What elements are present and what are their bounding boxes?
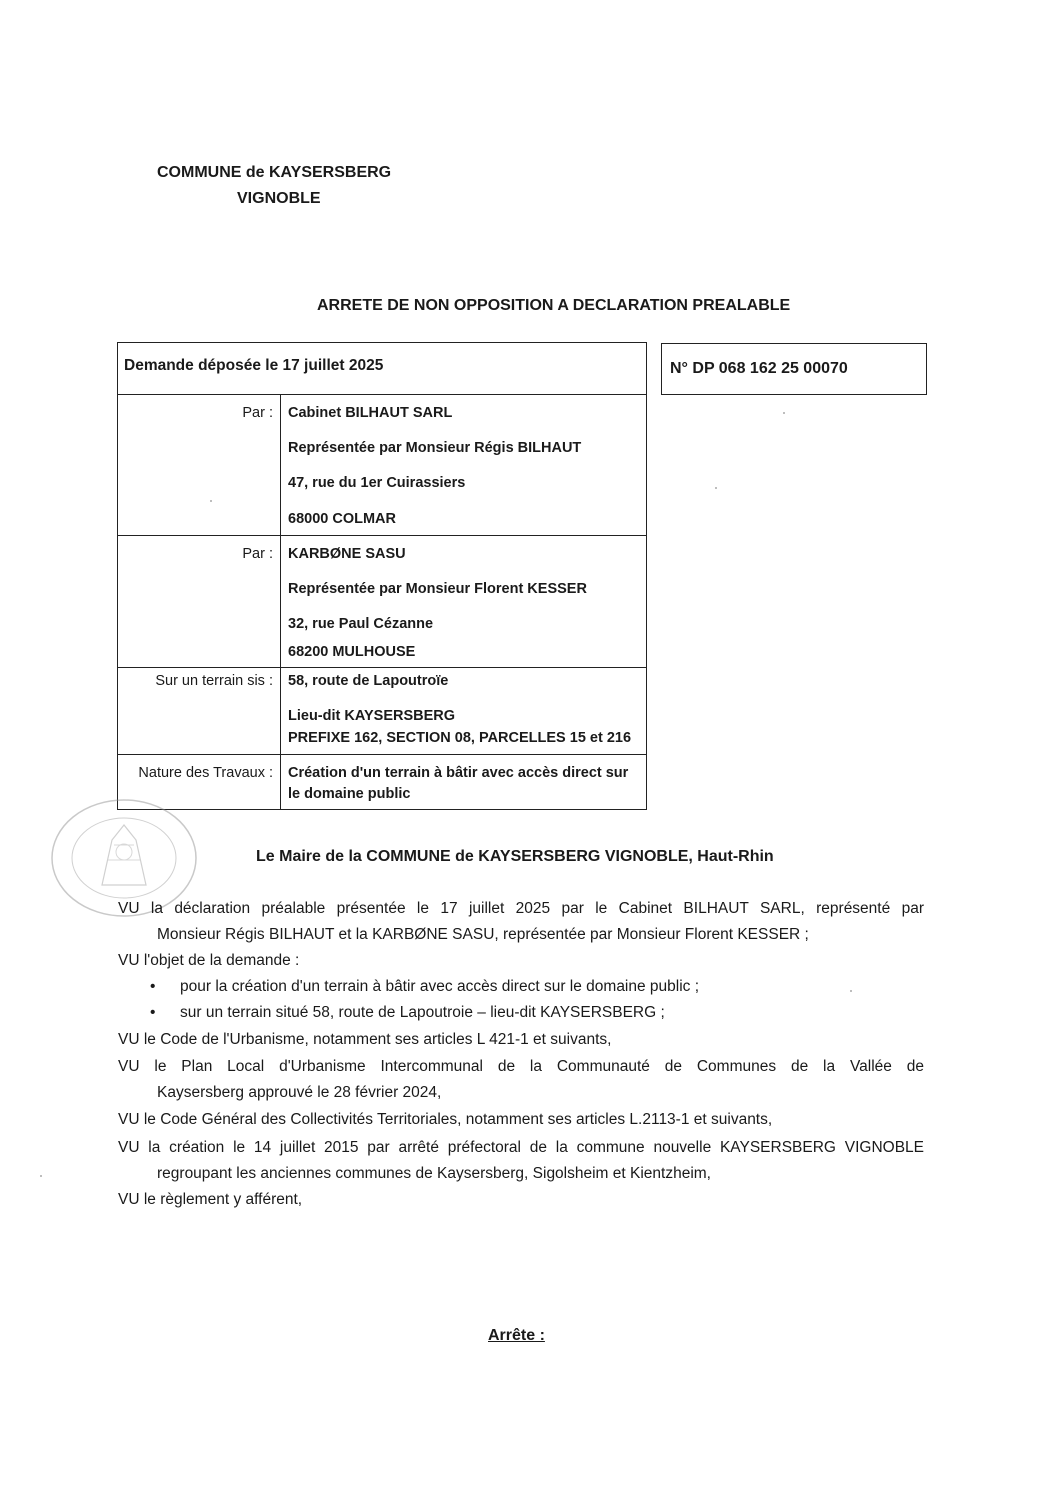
vu-creation-cont: regroupant les anciennes communes de Kaysersberg, Sigolsheim et Kientzheim, xyxy=(157,1165,711,1182)
vu-reglement: VU le règlement y afférent, xyxy=(118,1191,303,1208)
applicant2-city: 68200 MULHOUSE xyxy=(288,644,416,660)
nature-line2: le domaine public xyxy=(288,786,411,802)
request-table xyxy=(117,342,647,810)
bullet-text: pour la création d'un terrain à bâtir avec accès direct sur le domaine public ; xyxy=(180,978,700,995)
request-date: Demande déposée le 17 juillet 2025 xyxy=(118,343,646,395)
terrain-address: 58, route de Lapoutroïe xyxy=(288,673,449,689)
nature-line1: Création d'un terrain à bâtir avec accès direct sur xyxy=(288,765,629,781)
table-row-divider xyxy=(118,754,646,755)
bullet-text: sur un terrain situé 58, route de Lapoutroie – lieu-dit KAYSERSBERG ; xyxy=(180,1004,665,1021)
terrain-label: Sur un terrain sis : xyxy=(155,673,273,689)
document-title: ARRETE DE NON OPPOSITION A DECLARATION PREALABLE xyxy=(317,297,791,314)
vu-code-urbanisme: VU le Code de l'Urbanisme, notamment ses articles L 421-1 et suivants, xyxy=(118,1031,612,1048)
applicant1-street: 47, rue du 1er Cuirassiers xyxy=(288,475,466,491)
list-item xyxy=(150,1004,665,1022)
scan-speck xyxy=(783,412,785,414)
applicant2-street: 32, rue Paul Cézanne xyxy=(288,616,434,632)
table-row-divider xyxy=(118,535,646,536)
vu-plu-cont: Kaysersberg approuvé le 28 février 2024, xyxy=(157,1084,442,1101)
vu-declaration: VU la déclaration préalable présentée le 17 juillet 2025 par le Cabinet BILHAUT SARL, représenté par xyxy=(118,900,924,917)
vu-declaration-cont: Monsieur Régis BILHAUT et la KARBØNE SASU, représentée par Monsieur Florent KESSER ; xyxy=(157,926,809,943)
arrete-heading: Arrête : xyxy=(488,1327,545,1344)
commune-name-line2: VIGNOBLE xyxy=(237,190,321,207)
terrain-parcels: PREFIXE 162, SECTION 08, PARCELLES 15 et 216 xyxy=(288,730,632,746)
scan-speck xyxy=(40,1175,42,1177)
terrain-lieu-dit: Lieu-dit KAYSERSBERG xyxy=(288,708,456,724)
applicant1-representative: Représentée par Monsieur Régis BILHAUT xyxy=(288,440,582,456)
nature-label: Nature des Travaux : xyxy=(138,765,273,781)
table-column-divider xyxy=(280,395,281,809)
applicant1-name: Cabinet BILHAUT SARL xyxy=(288,405,453,421)
list-item xyxy=(150,978,699,996)
commune-name-line1: COMMUNE de KAYSERSBERG xyxy=(157,164,392,181)
scan-speck xyxy=(715,487,717,489)
commune-header xyxy=(157,160,391,212)
scan-speck xyxy=(210,500,212,502)
vu-creation: VU la création le 14 juillet 2015 par arrêté préfectoral de la commune nouvelle KAYSERSBERG VIGNOBLE xyxy=(118,1139,924,1156)
applicant1-city: 68000 COLMAR xyxy=(288,511,396,527)
applicant2-name: KARBØNE SASU xyxy=(288,546,406,562)
bullet-icon: • xyxy=(150,1004,156,1021)
vu-plu: VU le Plan Local d'Urbanisme Intercommunal de la Communauté de Communes de la Vallée de xyxy=(118,1058,924,1075)
scan-speck xyxy=(850,990,852,992)
vu-cgct: VU le Code Général des Collectivités Territoriales, notamment ses articles L.2113-1 et suivants, xyxy=(118,1111,773,1128)
applicant2-label: Par : xyxy=(242,546,273,562)
request-table-body xyxy=(118,395,646,809)
applicant1-label: Par : xyxy=(242,405,273,421)
table-row-divider xyxy=(118,667,646,668)
dp-number-box: N° DP 068 162 25 00070 xyxy=(661,343,927,395)
bullet-icon: • xyxy=(150,978,156,995)
maire-heading: Le Maire de la COMMUNE de KAYSERSBERG VIGNOBLE, Haut-Rhin xyxy=(256,848,774,865)
vu-objet: VU l'objet de la demande : xyxy=(118,952,300,969)
applicant2-representative: Représentée par Monsieur Florent KESSER xyxy=(288,581,587,597)
